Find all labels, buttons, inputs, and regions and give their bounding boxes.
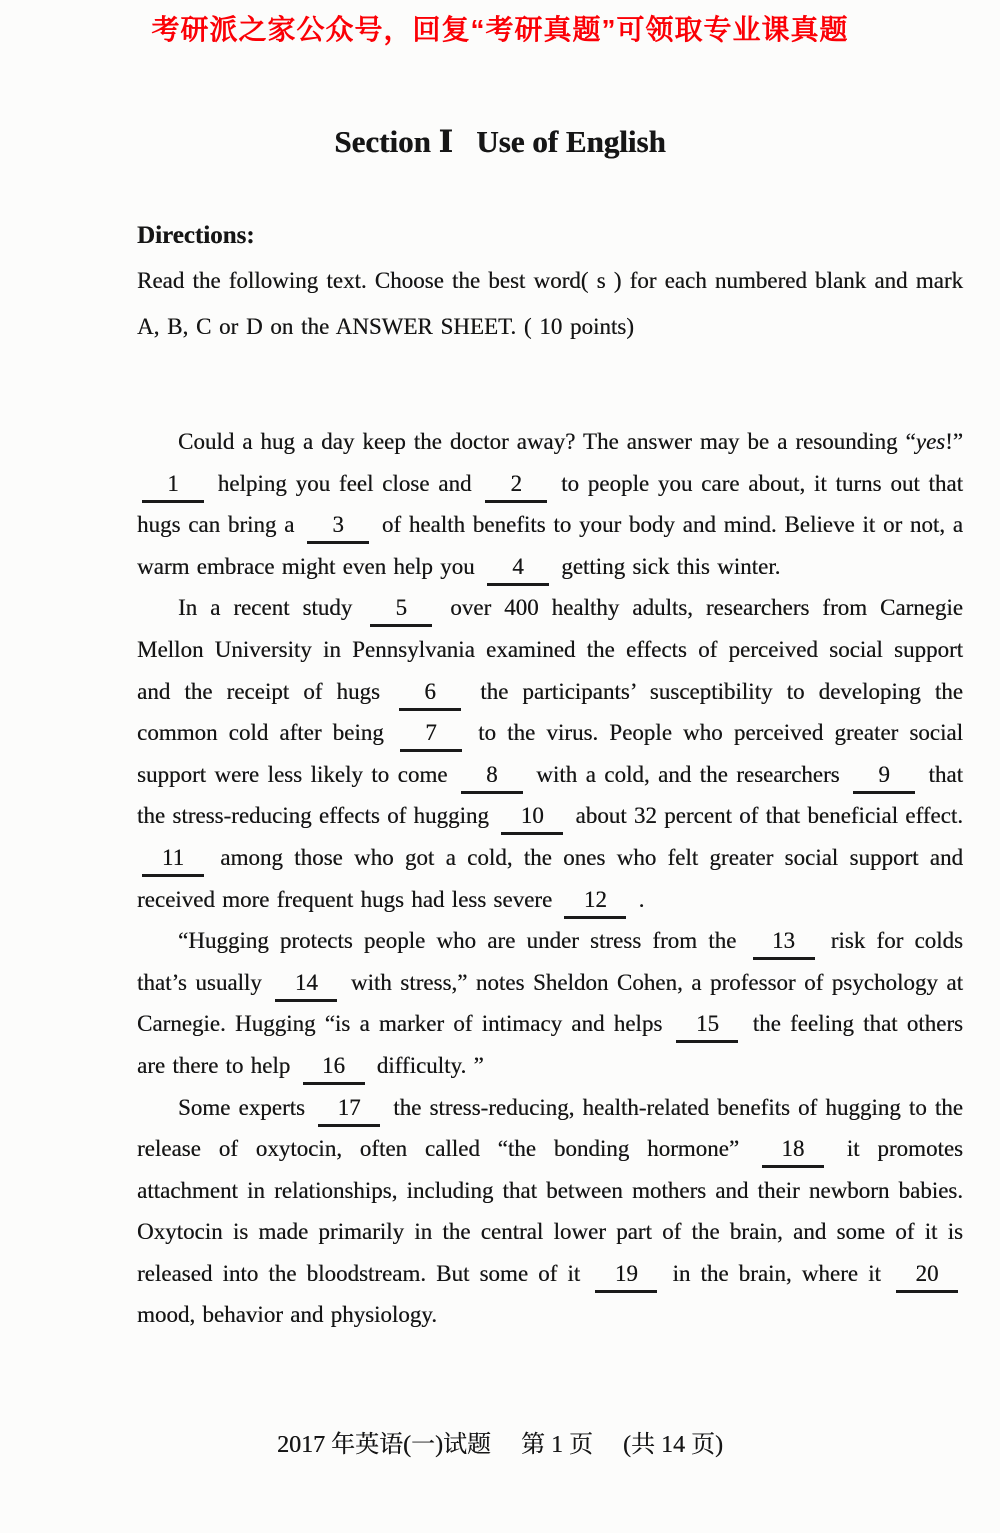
blank-13: 13: [753, 929, 815, 960]
blank-11: 11: [142, 846, 204, 877]
blank-12: 12: [564, 888, 626, 919]
passage-paragraph: In a recent study 5 over 400 healthy adults, researchers from Carnegie Mellon University in Pennsylvania examined the effects of perceived social support and the receipt of hugs 6 the participants’ susceptibility to developing the common cold after being 7 to the virus. People who perceived greater social support were less likely to come 8 with a cold, and the researchers 9 that the stress-reducing effects of hugging 10 about 32 percent of that beneficial effect. 11 among those who got a cold, the ones who felt greater social support and received more frequent hugs had less severe 12 .: [137, 587, 963, 920]
blank-20: 20: [896, 1262, 958, 1293]
section-title: Section Ⅰ Use of English: [334, 124, 666, 159]
page-footer: 2017 年英语(一)试题 第 1 页 (共 14 页): [277, 1432, 723, 1458]
blank-6: 6: [399, 680, 461, 711]
passage: [137, 421, 963, 1336]
blank-15: 15: [676, 1012, 738, 1043]
blank-2: 2: [485, 472, 547, 503]
blank-1: 1: [142, 472, 204, 503]
italic-word: yes: [915, 429, 946, 454]
directions-block: [137, 222, 963, 350]
passage-paragraph: Some experts 17 the stress-reducing, health-related benefits of hugging to the release of oxytocin, often called “the bonding hormone” 18 it promotes attachment in relationships, including that between mothers and their newborn babies. Oxytocin is made primarily in the central lower part of the brain, and some of it is released into the bloodstream. But some of it 19 in the brain, where it 20 mood, behavior and physiology.: [137, 1094, 963, 1328]
blank-3: 3: [307, 513, 369, 544]
promo-notice: 考研派之家公众号，回复“考研真题”可领取专业课真题: [151, 14, 849, 45]
blank-17: 17: [318, 1096, 380, 1127]
blank-7: 7: [400, 721, 462, 752]
passage-paragraph: Could a hug a day keep the doctor away? The answer may be a resounding “yes!” 1 helping you feel close and 2 to people you care about, it turns out that hugs can bring a 3 of health benefits to your body and mind. Believe it or not, a warm embrace might even help you 4 getting sick this winter.: [137, 421, 963, 587]
blank-10: 10: [501, 804, 563, 835]
blank-18: 18: [762, 1137, 824, 1168]
blank-9: 9: [853, 763, 915, 794]
blank-14: 14: [275, 971, 337, 1002]
blank-19: 19: [595, 1262, 657, 1293]
passage-paragraph: “Hugging protects people who are under stress from the 13 risk for colds that’s usually 14 with stress,” notes Sheldon Cohen, a professor of psychology at Carnegie. Hugging “is a marker of intimacy and helps 15 the feeling that others are there to help 16 difficulty. ”: [137, 920, 963, 1086]
directions-text: Read the following text. Choose the best word( s ) for each numbered blank and mark A, B, C or D on the ANSWER SHEET. ( 10 points): [137, 268, 963, 339]
blank-16: 16: [303, 1054, 365, 1085]
blank-5: 5: [370, 596, 432, 627]
blank-8: 8: [461, 763, 523, 794]
directions-label: Directions:: [137, 222, 255, 249]
blank-4: 4: [487, 555, 549, 586]
